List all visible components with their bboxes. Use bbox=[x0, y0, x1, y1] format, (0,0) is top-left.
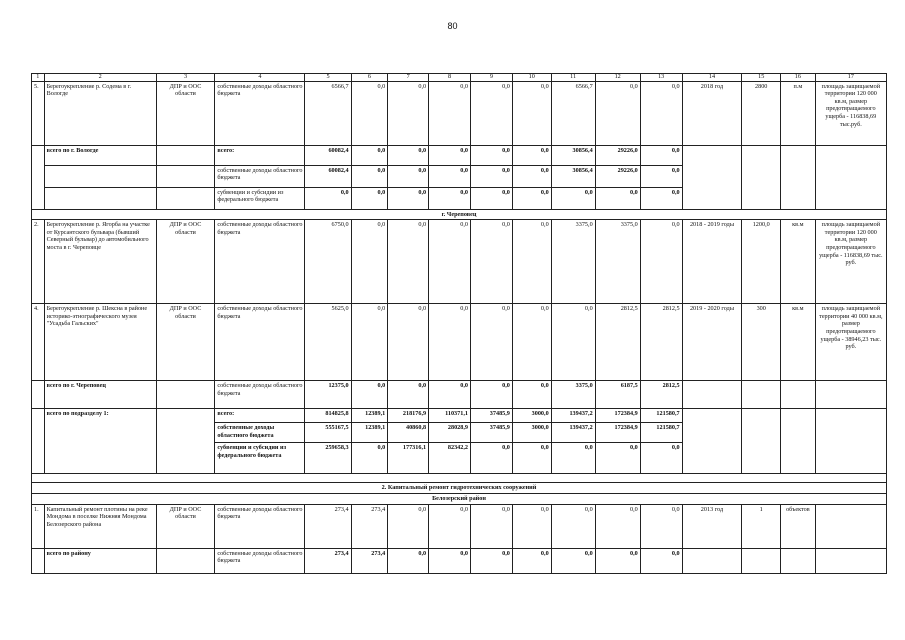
value-cell: 0,0 bbox=[640, 81, 682, 145]
value-cell: 12389,1 bbox=[351, 423, 388, 443]
funding-source: собственные доходы областного бюджета bbox=[215, 423, 305, 443]
value-cell: 0,0 bbox=[595, 504, 640, 548]
row-number: 4. bbox=[32, 304, 45, 381]
value-cell: 0,0 bbox=[388, 145, 429, 165]
value-cell: 121580,7 bbox=[640, 409, 682, 423]
unit: кв.м bbox=[781, 220, 816, 304]
col-header: 6 bbox=[351, 74, 388, 82]
value-cell: 60082,4 bbox=[305, 145, 351, 165]
table-row bbox=[32, 504, 887, 548]
value-cell: 0,0 bbox=[429, 165, 471, 187]
city-header: г. Череповец bbox=[32, 209, 887, 220]
value-cell: 0,0 bbox=[640, 187, 682, 209]
value-cell: 0,0 bbox=[595, 443, 640, 474]
page-number: 80 bbox=[447, 21, 458, 31]
col-header: 3 bbox=[156, 74, 215, 82]
value-cell: 273,4 bbox=[351, 548, 388, 573]
object-name: Капитальный ремонт плотины на реке Мондома в поселке Нижняя Мондома Белозерского района bbox=[44, 504, 156, 548]
value-cell: 273,4 bbox=[305, 504, 351, 548]
value-cell: 259658,3 bbox=[305, 443, 351, 474]
funding-source: собственные доходы областного бюджета bbox=[215, 81, 305, 145]
value-cell: 12375,0 bbox=[305, 381, 351, 409]
value-cell: 0,0 bbox=[388, 504, 429, 548]
value-cell: 60082,4 bbox=[305, 165, 351, 187]
value-cell: 30856,4 bbox=[551, 145, 595, 165]
quantity: 2800 bbox=[742, 81, 781, 145]
value-cell: 0,0 bbox=[512, 220, 551, 304]
total-label: всего по г. Вологде bbox=[44, 145, 156, 165]
value-cell: 172384,9 bbox=[595, 409, 640, 423]
table-row bbox=[32, 548, 887, 573]
value-cell: 6566,7 bbox=[551, 81, 595, 145]
section-title: 2. Капитальный ремонт гидротехнических сооружений bbox=[32, 483, 887, 494]
value-cell: 0,0 bbox=[595, 548, 640, 573]
executor: ДПР и ООС области bbox=[156, 504, 215, 548]
value-cell: 0,0 bbox=[470, 81, 512, 145]
col-header: 2 bbox=[44, 74, 156, 82]
value-cell: 2812,5 bbox=[640, 304, 682, 381]
table-row bbox=[32, 409, 887, 423]
value-cell: 0,0 bbox=[429, 145, 471, 165]
value-cell: 0,0 bbox=[512, 504, 551, 548]
value-cell: 0,0 bbox=[470, 443, 512, 474]
value-cell: 0,0 bbox=[640, 548, 682, 573]
col-header: 8 bbox=[429, 74, 471, 82]
funding-source: всего: bbox=[215, 409, 305, 423]
value-cell: 0,0 bbox=[429, 504, 471, 548]
funding-source: собственные доходы областного бюджета bbox=[215, 304, 305, 381]
value-cell: 3375,0 bbox=[595, 220, 640, 304]
value-cell: 2812,5 bbox=[595, 304, 640, 381]
col-header: 5 bbox=[305, 74, 351, 82]
table-row bbox=[32, 381, 887, 409]
program-table bbox=[31, 73, 887, 574]
value-cell: 273,4 bbox=[351, 504, 388, 548]
value-cell: 0,0 bbox=[551, 504, 595, 548]
value-cell: 0,0 bbox=[388, 81, 429, 145]
value-cell: 0,0 bbox=[429, 548, 471, 573]
value-cell: 273,4 bbox=[305, 548, 351, 573]
period: 2019 - 2020 годы bbox=[682, 304, 742, 381]
col-header: 4 bbox=[215, 74, 305, 82]
col-header: 11 bbox=[551, 74, 595, 82]
value-cell: 0,0 bbox=[470, 187, 512, 209]
funding-source: собственные доходы областного бюджета bbox=[215, 165, 305, 187]
note: площадь защищаемой территории 40 000 кв.м, размер предотвращаемого ущерба - 38946,23 тыс. руб. bbox=[815, 304, 886, 381]
table-row bbox=[32, 494, 887, 505]
value-cell: 3375,0 bbox=[551, 220, 595, 304]
value-cell: 0,0 bbox=[429, 220, 471, 304]
col-header: 14 bbox=[682, 74, 742, 82]
value-cell: 0,0 bbox=[388, 187, 429, 209]
value-cell: 0,0 bbox=[551, 443, 595, 474]
value-cell: 6566,7 bbox=[305, 81, 351, 145]
value-cell: 37485,9 bbox=[470, 423, 512, 443]
value-cell: 30856,4 bbox=[551, 165, 595, 187]
value-cell: 0,0 bbox=[595, 81, 640, 145]
value-cell: 0,0 bbox=[351, 381, 388, 409]
quantity: 1 bbox=[742, 504, 781, 548]
value-cell: 0,0 bbox=[512, 81, 551, 145]
value-cell: 0,0 bbox=[512, 145, 551, 165]
value-cell: 0,0 bbox=[640, 443, 682, 474]
col-header: 9 bbox=[470, 74, 512, 82]
spacer-row bbox=[32, 474, 887, 483]
value-cell: 0,0 bbox=[429, 81, 471, 145]
value-cell: 0,0 bbox=[640, 504, 682, 548]
object-name: Берегоукрепление р. Шексна в районе историко-этнографического музея "Усадьба Гальских" bbox=[44, 304, 156, 381]
value-cell: 3375,0 bbox=[551, 381, 595, 409]
value-cell: 29226,0 bbox=[595, 145, 640, 165]
value-cell: 37485,9 bbox=[470, 409, 512, 423]
note bbox=[815, 504, 886, 548]
value-cell: 12389,1 bbox=[351, 409, 388, 423]
quantity: 300 bbox=[742, 304, 781, 381]
value-cell: 0,0 bbox=[470, 504, 512, 548]
object-name: Берегоукрепление р. Содема в г. Вологде bbox=[44, 81, 156, 145]
executor: ДПР и ООС области bbox=[156, 220, 215, 304]
funding-source: собственные доходы областного бюджета bbox=[215, 220, 305, 304]
value-cell: 172384,9 bbox=[595, 423, 640, 443]
col-header: 10 bbox=[512, 74, 551, 82]
funding-source: собственные доходы областного бюджета bbox=[215, 548, 305, 573]
value-cell: 0,0 bbox=[388, 220, 429, 304]
value-cell: 0,0 bbox=[470, 548, 512, 573]
value-cell: 0,0 bbox=[351, 165, 388, 187]
table-row bbox=[32, 81, 887, 145]
value-cell: 28028,9 bbox=[429, 423, 471, 443]
value-cell: 0,0 bbox=[351, 443, 388, 474]
col-header: 16 bbox=[781, 74, 816, 82]
total-label: всего по району bbox=[44, 548, 156, 573]
column-number-row bbox=[32, 74, 887, 82]
funding-source: субвенции и субсидии из федерального бюджета bbox=[215, 443, 305, 474]
value-cell: 0,0 bbox=[551, 304, 595, 381]
value-cell: 0,0 bbox=[351, 304, 388, 381]
value-cell: 3000,0 bbox=[512, 423, 551, 443]
value-cell: 0,0 bbox=[351, 81, 388, 145]
executor: ДПР и ООС области bbox=[156, 304, 215, 381]
table-row bbox=[32, 220, 887, 304]
value-cell: 0,0 bbox=[351, 145, 388, 165]
value-cell: 82342,2 bbox=[429, 443, 471, 474]
unit: объектов bbox=[781, 504, 816, 548]
col-header: 17 bbox=[815, 74, 886, 82]
value-cell: 2812,5 bbox=[640, 381, 682, 409]
value-cell: 0,0 bbox=[512, 548, 551, 573]
executor: ДПР и ООС области bbox=[156, 81, 215, 145]
value-cell: 555167,5 bbox=[305, 423, 351, 443]
value-cell: 0,0 bbox=[305, 187, 351, 209]
value-cell: 121580,7 bbox=[640, 423, 682, 443]
table-row bbox=[32, 209, 887, 220]
period: 2018 год bbox=[682, 81, 742, 145]
col-header: 13 bbox=[640, 74, 682, 82]
total-label: всего по г. Череповец bbox=[44, 381, 156, 409]
value-cell: 5625,0 bbox=[305, 304, 351, 381]
object-name: Берегоукрепление р. Ягорба на участке от Курсантского бульвара (бывший Северный бульвар) до автомобильного моста в г. Череповце bbox=[44, 220, 156, 304]
col-header: 15 bbox=[742, 74, 781, 82]
value-cell: 0,0 bbox=[429, 187, 471, 209]
value-cell: 3000,0 bbox=[512, 409, 551, 423]
value-cell: 0,0 bbox=[388, 381, 429, 409]
value-cell: 0,0 bbox=[470, 145, 512, 165]
value-cell: 0,0 bbox=[551, 548, 595, 573]
funding-source: субвенции и субсидии из федерального бюджета bbox=[215, 187, 305, 209]
value-cell: 0,0 bbox=[351, 187, 388, 209]
unit: п.м bbox=[781, 81, 816, 145]
value-cell: 0,0 bbox=[429, 381, 471, 409]
table-row bbox=[32, 145, 887, 165]
value-cell: 0,0 bbox=[512, 304, 551, 381]
value-cell: 0,0 bbox=[512, 381, 551, 409]
value-cell: 29226,0 bbox=[595, 165, 640, 187]
value-cell: 0,0 bbox=[388, 165, 429, 187]
value-cell: 0,0 bbox=[470, 165, 512, 187]
value-cell: 110371,1 bbox=[429, 409, 471, 423]
row-number: 2. bbox=[32, 220, 45, 304]
funding-source: собственные доходы областного бюджета bbox=[215, 381, 305, 409]
table-row bbox=[32, 304, 887, 381]
value-cell: 0,0 bbox=[351, 220, 388, 304]
row-number: 1. bbox=[32, 504, 45, 548]
row-number: 5. bbox=[32, 81, 45, 145]
funding-source: всего: bbox=[215, 145, 305, 165]
value-cell: 0,0 bbox=[512, 443, 551, 474]
period: 2018 - 2019 годы bbox=[682, 220, 742, 304]
value-cell: 0,0 bbox=[429, 304, 471, 381]
table-row bbox=[32, 483, 887, 494]
value-cell: 0,0 bbox=[640, 220, 682, 304]
value-cell: 0,0 bbox=[470, 304, 512, 381]
value-cell: 0,0 bbox=[512, 165, 551, 187]
col-header: 7 bbox=[388, 74, 429, 82]
total-label: всего по подразделу 1: bbox=[44, 409, 156, 474]
value-cell: 177316,1 bbox=[388, 443, 429, 474]
value-cell: 0,0 bbox=[470, 220, 512, 304]
value-cell: 139437,2 bbox=[551, 423, 595, 443]
unit: кв.м bbox=[781, 304, 816, 381]
value-cell: 0,0 bbox=[512, 187, 551, 209]
value-cell: 0,0 bbox=[640, 165, 682, 187]
col-header: 12 bbox=[595, 74, 640, 82]
district-header: Белозерский район bbox=[32, 494, 887, 505]
value-cell: 139437,2 bbox=[551, 409, 595, 423]
value-cell: 6750,0 bbox=[305, 220, 351, 304]
value-cell: 218176,9 bbox=[388, 409, 429, 423]
value-cell: 0,0 bbox=[388, 304, 429, 381]
note: площадь защищаемой территории 120 000 кв.м, размер предотвращаемого ущерба - 116838,69 тыс. руб. bbox=[815, 220, 886, 304]
note: площадь защищаемой территории 120 000 кв.м, размер предотвращаемого ущерба - 116838,69 тыс.руб. bbox=[815, 81, 886, 145]
value-cell: 0,0 bbox=[595, 187, 640, 209]
value-cell: 814825,8 bbox=[305, 409, 351, 423]
funding-source: собственные доходы областного бюджета bbox=[215, 504, 305, 548]
value-cell: 6187,5 bbox=[595, 381, 640, 409]
value-cell: 0,0 bbox=[470, 381, 512, 409]
quantity: 1200,0 bbox=[742, 220, 781, 304]
value-cell: 0,0 bbox=[388, 548, 429, 573]
period: 2013 год bbox=[682, 504, 742, 548]
value-cell: 0,0 bbox=[640, 145, 682, 165]
col-header: 1 bbox=[32, 74, 45, 82]
value-cell: 40860,8 bbox=[388, 423, 429, 443]
value-cell: 0,0 bbox=[551, 187, 595, 209]
